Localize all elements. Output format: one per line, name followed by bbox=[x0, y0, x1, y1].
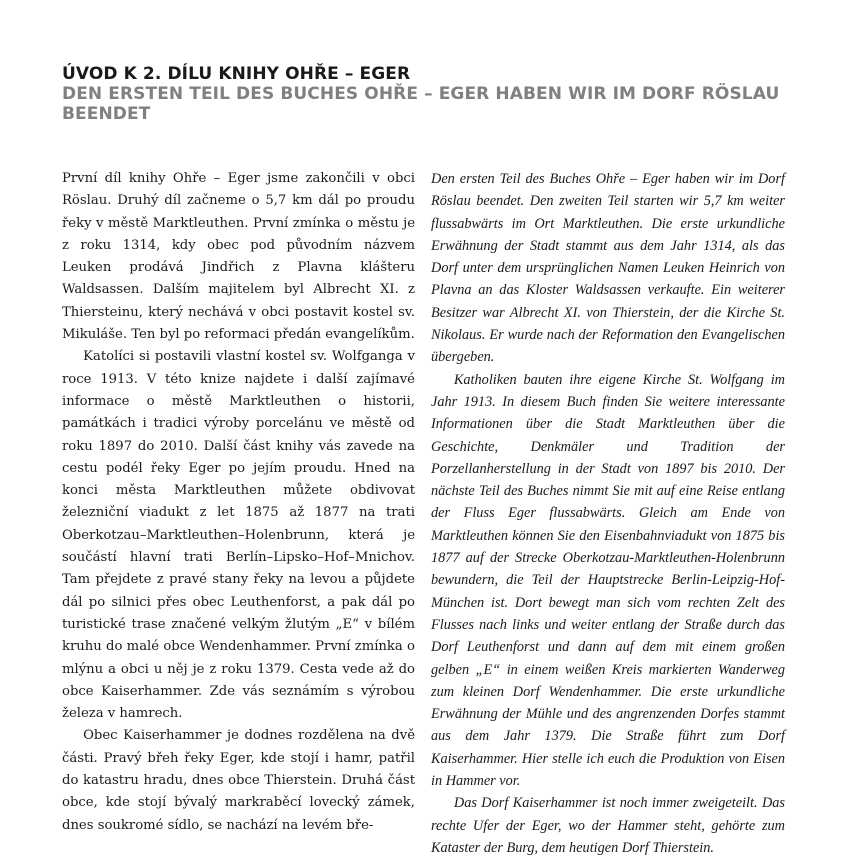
czech-paragraph: Obec Kaiserhammer je dodnes rozdělena na dvě části. Pravý břeh řeky Eger, kde stojí i hamr, patřil do katastru hradu, dnes obce Thierstein. Druhá část obce, kde stojí bývalý markraběcí lovecký zámek, dnes soukromé sídlo, se nachází na levém bře- bbox=[62, 728, 415, 833]
czech-paragraph: Katolíci si postavili vlastní kostel sv. Wolfganga v roce 1913. V této knize najdete i další zajímavé informace o městě Marktleuthen o historii, památkách i tradici výroby porcelánu ve městě od roku 1897 do 2010. Další část knihy vás zavede na cestu podél řeky Eger po jejím proudu. Hned na konci města Marktleuthen můžete obdivovat železniční viadukt z let 1875 až 1877 na trati Oberkotzau–Marktleuthen–Holenbrunn, která je součástí hlavní trati Berlín–Lipsko–Hof–Mnichov. Tam přejdete z pravé stany řeky na levou a půjdete dál po silnici přes obec Leuthenforst, a pak dál po turistické trase značené velkým žlutým „E“ v bílém kruhu do malé obce Wendenhammer. První zmínka o mlýnu a obci u něj je z roku 1379. Cesta vede až do obce Kaiserhammer. Zde vás seznámím s výrobou železa v hamrech. bbox=[62, 349, 415, 722]
german-paragraph: Katholiken bauten ihre eigene Kirche St. Wolfgang im Jahr 1913. In diesem Buch finden Sie weitere interessante Informationen über die Stadt Marktleuthen über die Geschichte, Denkmäler und Tradition der Porzellanherstellung in der Stadt von 1897 bis 2010. Der nächste Teil des Buches nimmt Sie mit auf eine Reise entlang der Fluss Eger flussabwärts. Gleich am Ende von Marktleuthen können Sie den Eisenbahnviadukt von 1875 bis 1877 auf der Strecke Oberkotzau-Marktleuthen-Holenbrunn bewundern, die Teil der Hauptstrecke Berlin-Leipzig-Hof-München ist. Dort bewegt man sich vom rechten Zelt des Flusses nach links und weiter entlang der Straße durch das Dorf Leuthenforst und dann auf dem mit einem großen gelben „E“ in einem weißen Kreis markierten Wanderweg zum kleinen Dorf Wendenhammer. Die erste urkundliche Erwähnung der Mühle und des angrenzenden Dorfes stammt aus dem Jahr 1379. Die Straße führt zum Dorf Kaiserhammer. Hier stelle ich euch die Produktion von Eisen in Hammer vor. bbox=[431, 371, 785, 790]
german-paragraph: Das Dorf Kaiserhammer ist noch immer zweigeteilt. Das rechte Ufer der Eger, wo der Hammer steht, gehörte zum Kataster der Burg, dem heutigen Dorf Thierstein. bbox=[431, 795, 785, 856]
german-paragraph: Den ersten Teil des Buches Ohře – Eger haben wir im Dorf Röslau beendet. Den zweiten Teil starten wir 5,7 km weiter flussabwärts im Ort Marktleuthen. Die erste urkundliche Erwähnung der Stadt stammt aus dem Jahr 1314, als das Dorf unter dem ursprünglichen Namen Leuken Heinrich von Plavna an das Kloster Waldsassen verkaufte. Ein weiterer Besitzer war Albrecht XI. von Thierstein, der die Kirche St. Nikolaus. Er wurde nach der Reformation den Evangelischen übergeben. bbox=[431, 171, 785, 366]
czech-text-column bbox=[62, 168, 415, 837]
german-text-column bbox=[431, 168, 785, 859]
chapter-heading bbox=[62, 64, 802, 124]
heading-german: DEN ERSTEN TEIL DES BUCHES OHŘE – EGER HABEN WIR IM DORF RÖSLAU BEENDET bbox=[62, 84, 780, 124]
czech-paragraph: První díl knihy Ohře – Eger jsme zakončili v obci Röslau. Druhý díl začneme o 5,7 km dál po proudu řeky v městě Marktleuthen. První zmínka o městu je z roku 1314, kdy obec pod původním názvem Leuken prodává Jindřich z Plavna klášteru Waldsassen. Dalším majitelem byl Albrecht XI. z Thiersteinu, který nechává v obci postavit kostel sv. Mikuláše. Ten byl po reformaci předán evangelíkům. bbox=[62, 171, 415, 343]
heading-czech: ÚVOD K 2. DÍLU KNIHY OHŘE – EGER bbox=[62, 64, 411, 84]
